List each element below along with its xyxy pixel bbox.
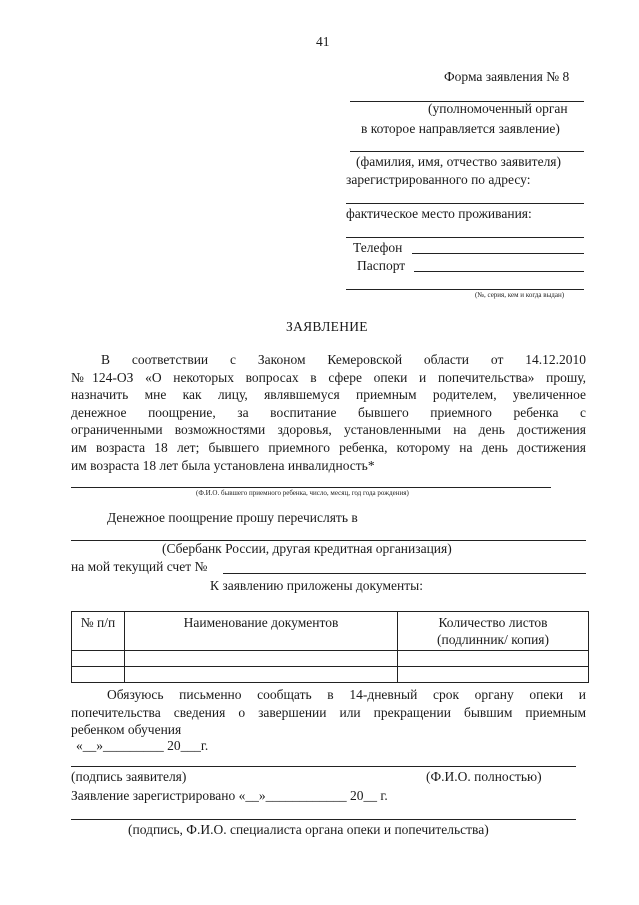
statement-line: им возраста 18 лет была установлена инвалидность* xyxy=(71,457,375,473)
child-info-line xyxy=(71,487,551,488)
signature-line xyxy=(71,766,576,767)
registered-address-label: зарегистрированного по адресу: xyxy=(346,172,531,187)
authority-caption-2: в которое направляется заявление) xyxy=(361,121,560,136)
table-cell xyxy=(72,651,125,667)
attached-docs-text: К заявлению приложены документы: xyxy=(210,578,423,593)
obligation-line: попечительства сведения о завершении или прекращении бывшим приемным xyxy=(71,704,586,720)
table-row xyxy=(72,667,589,683)
table-header-count xyxy=(398,612,589,651)
authority-caption-1: (уполномоченный орган xyxy=(428,101,568,116)
passport-label: Паспорт xyxy=(357,258,406,273)
statement-paragraph xyxy=(71,351,586,474)
passport-note: (№, серия, кем и когда выдан) xyxy=(475,291,565,299)
statement-line: им возраста 18 лет; бывшего приемного ребенка, которому на день достижения xyxy=(71,439,586,455)
table-header-name: Наименование документов xyxy=(125,612,398,651)
phone-label: Телефон xyxy=(353,240,403,255)
phone-line xyxy=(412,253,584,254)
bank-note: (Сбербанк России, другая кредитная организация) xyxy=(162,541,452,556)
document-title: ЗАЯВЛЕНИЕ xyxy=(286,319,368,334)
child-info-note: (Ф.И.О. бывшего приемного ребенка, число, месяц, год года рождения) xyxy=(196,489,409,497)
count-header-title: Количество листов xyxy=(438,615,548,630)
applicant-name-line xyxy=(350,151,584,152)
passport-details-line xyxy=(346,289,584,290)
date-line: «__»_________ 20___г. xyxy=(76,738,209,753)
table-cell xyxy=(398,667,589,683)
specialist-line xyxy=(71,819,576,820)
signature-label: (подпись заявителя) xyxy=(71,769,187,784)
registered-line: Заявление зарегистрировано «__»____________ 20__ г. xyxy=(71,788,388,803)
statement-line: денежное поощрение, за воспитание бывшего приемного ребенка с xyxy=(71,404,586,420)
statement-line: ограниченными возможностями здоровья, установленными на день достижения xyxy=(71,422,586,438)
obligation-line: ребенком обучения xyxy=(71,722,182,738)
form-title: Форма заявления № 8 xyxy=(444,69,570,84)
count-header-sub: (подлинник/ копия) xyxy=(436,632,550,647)
statement-line: №124-ОЗ «О некоторых вопросах в сфере опеки и попечительства» прошу, xyxy=(71,369,586,385)
specialist-note: (подпись, Ф.И.О. специалиста органа опеки и попечительства) xyxy=(128,822,489,837)
table-header-number: № п/п xyxy=(72,612,125,651)
obligation-line: Обязуюсь письменно сообщать в 14-дневный срок органу опеки и xyxy=(107,687,586,702)
table-row xyxy=(72,651,589,667)
account-number-line xyxy=(223,573,586,574)
page-number: 41 xyxy=(316,34,330,49)
registered-address-line xyxy=(346,203,584,204)
statement-line: назначить мне как лицу, являвшемуся приемным родителем, увеличенное xyxy=(71,387,586,403)
obligation-paragraph xyxy=(71,686,586,739)
actual-residence-line xyxy=(346,237,584,238)
table-cell xyxy=(125,651,398,667)
account-label: на мой текущий счет № xyxy=(71,559,208,574)
documents-table xyxy=(71,611,589,683)
table-cell xyxy=(398,651,589,667)
transfer-text: Денежное поощрение прошу перечислять в xyxy=(107,510,358,525)
table-cell xyxy=(72,667,125,683)
passport-line xyxy=(414,271,584,272)
applicant-name-caption: (фамилия, имя, отчество заявителя) xyxy=(356,154,562,169)
statement-line: В соответствии с Законом Кемеровской области от 14.12.2010 xyxy=(101,352,586,367)
fio-label: (Ф.И.О. полностью) xyxy=(426,769,542,784)
actual-residence-label: фактическое место проживания: xyxy=(346,206,532,221)
table-cell xyxy=(125,667,398,683)
